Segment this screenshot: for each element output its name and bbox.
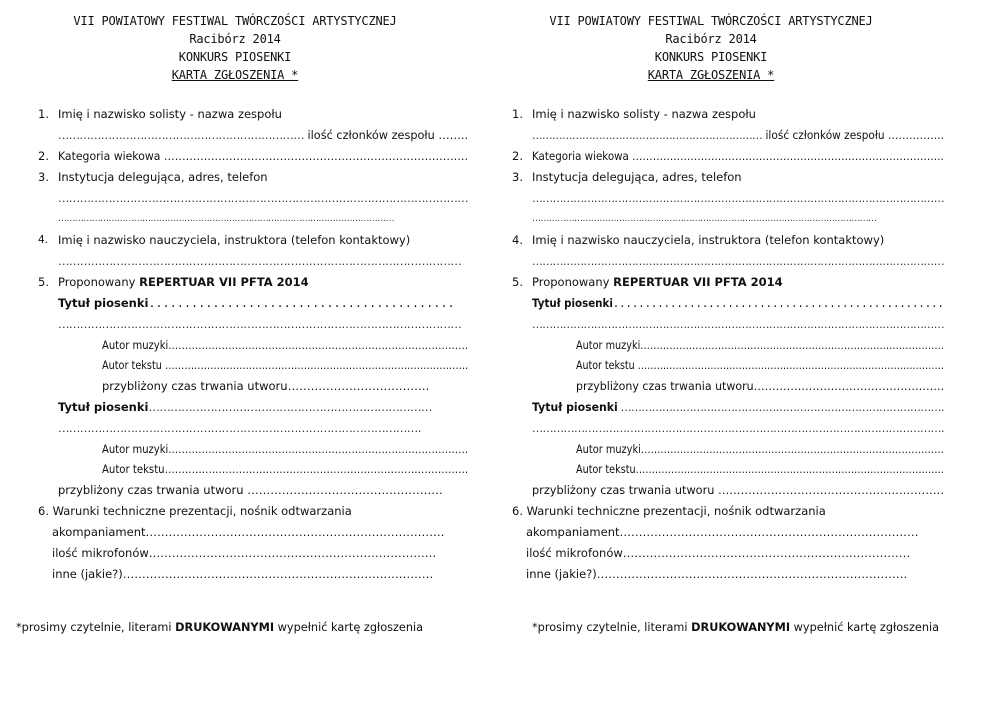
footer-note-bold: DRUKOWANYMI [175, 621, 275, 634]
song-title-2-line[interactable] [58, 399, 432, 415]
form-header [0, 12, 470, 84]
technical-conditions-label: 6. Warunki techniczne prezentacji, nośnik odtwarzania [38, 504, 352, 518]
repertoire-heading [58, 274, 309, 290]
song-title-1-label: Tytuł piosenki [58, 296, 149, 310]
item-number-2: 2. [38, 149, 49, 163]
item-number-4: 4. [38, 234, 49, 246]
song-title-2-dots: …………………………………………………………………………………. [617, 400, 944, 414]
lyrics-author-1-field[interactable]: Autor tekstu ……………………………………………………………………………………. [576, 358, 944, 372]
music-author-2-field[interactable]: Autor muzyki………………………………………………………………………………… [576, 442, 944, 456]
entry-form-left [0, 0, 470, 702]
other-needs-field[interactable]: inne (jakie?)……………………………………………………………………… [526, 567, 908, 581]
song-title-1-line[interactable] [58, 295, 455, 311]
microphones-field[interactable]: ilość mikrofonów………………………………………………………………… [526, 546, 911, 560]
institution-line-1[interactable]: …………………………………………………………………………………………………… [58, 191, 469, 205]
repertoire-prefix: Proponowany [532, 275, 614, 289]
technical-conditions-label: 6. Warunki techniczne prezentacji, nośnik odtwarzania [512, 504, 826, 518]
repertoire-heading [532, 274, 783, 290]
band-members-label: ilość członków zespołu ……………. [762, 128, 945, 142]
song-title-1-line[interactable] [532, 295, 944, 311]
item-number-2: 2. [512, 149, 523, 163]
soloist-name-label: Imię i nazwisko solisty - nazwa zespołu [532, 107, 756, 121]
teacher-name-label: Imię i nazwisko nauczyciela, instruktora (telefon kontaktowy) [532, 233, 885, 247]
soloist-name-line[interactable] [532, 127, 944, 143]
lyrics-author-2-field[interactable]: Autor tekstu……………………………………………………………………………… [102, 462, 469, 476]
festival-location-year: Racibórz 2014 [189, 32, 281, 46]
duration-1-field[interactable]: przybliżony czas trwania utworu………………………………. [102, 379, 430, 393]
institution-line-2[interactable]: ………………………………………………………………………………………………………… [58, 214, 395, 224]
microphones-field[interactable]: ilość mikrofonów………………………………………………………………… [52, 546, 437, 560]
footer-note-bold: DRUKOWANYMI [691, 621, 791, 634]
delegating-institution-label: Instytucja delegująca, adres, telefon [532, 170, 742, 184]
duration-2-field[interactable]: przybliżony czas trwania utworu …………………………………………… [58, 483, 443, 497]
repertoire-title: REPERTUAR VII PFTA 2014 [139, 275, 309, 289]
song-title-2-line-2[interactable]: ………………………………………………………………………………………………………. [532, 421, 944, 435]
footer-note [16, 620, 423, 636]
item-number-5: 5. [38, 275, 49, 289]
contest-name: KONKURS PIOSENKI [178, 50, 292, 64]
music-author-1-field[interactable]: Autor muzyki…………………………………………………………………………………. [576, 338, 944, 352]
repertoire-title: REPERTUAR VII PFTA 2014 [613, 275, 783, 289]
item-number-3: 3. [512, 170, 523, 184]
song-title-1-line-2[interactable]: ………………………………………………………………………………………………………… [532, 317, 945, 331]
institution-line-1[interactable]: ………………………………………………………………………………………………………… [532, 191, 945, 205]
duration-2-field[interactable]: przybliżony czas trwania utworu …………………………………………………… [532, 483, 945, 497]
song-title-2-line-2[interactable]: ………………………………………………………………………………………. [58, 421, 421, 435]
footer-note-suffix: wypełnić kartę zgłoszenia [790, 621, 940, 634]
item-number-4: 4. [512, 233, 523, 247]
institution-line-2[interactable]: …………………………………………………………………………………………………………… [532, 214, 877, 224]
delegating-institution-label: Instytucja delegująca, adres, telefon [58, 170, 268, 184]
item-number-5: 5. [512, 275, 523, 289]
song-title-1-line-2[interactable]: ………………………………………………………………………………………………… [58, 317, 462, 331]
footer-note-suffix: wypełnić kartę zgłoszenia [274, 621, 424, 634]
music-author-2-field[interactable]: Autor muzyki……………………………………………………………………………… [102, 442, 469, 456]
form-header [476, 12, 946, 84]
form-title: KARTA ZGŁOSZENIA * [171, 68, 299, 82]
festival-location-year: Racibórz 2014 [665, 32, 757, 46]
form-title: KARTA ZGŁOSZENIA * [647, 68, 775, 82]
band-members-label: ilość członków zespołu …….. [303, 128, 469, 142]
entry-form-right [476, 0, 946, 702]
repertoire-prefix: Proponowany [58, 275, 140, 289]
footer-note-prefix: *prosimy czytelnie, literami [16, 621, 176, 634]
footer-note [532, 620, 939, 636]
song-title-1-label: Tytuł piosenki [532, 296, 613, 310]
accompaniment-field[interactable]: akompaniament…………………………………………………………………… [52, 525, 445, 539]
soloist-name-dots: …………………………………………………………… [58, 128, 304, 142]
soloist-name-line[interactable] [58, 127, 468, 143]
footer-note-prefix: *prosimy czytelnie, literami [532, 621, 692, 634]
item-number-3: 3. [38, 170, 49, 184]
contest-name: KONKURS PIOSENKI [654, 50, 768, 64]
song-title-2-dots: …………………………………………………………………… [148, 400, 432, 414]
item-number-1: 1. [512, 107, 523, 121]
song-title-2-label: Tytuł piosenki [58, 400, 149, 414]
age-category-field[interactable]: Kategoria wiekowa ………………………………………………………………………………. [532, 149, 944, 163]
teacher-name-line[interactable]: ………………………………………………………………………………………………………… [532, 254, 945, 268]
other-needs-field[interactable]: inne (jakie?)……………………………………………………………………… [52, 567, 434, 581]
lyrics-author-2-field[interactable]: Autor tekstu…………………………………………………………………………………… [576, 462, 944, 476]
soloist-name-dots: …………………………………………………………… [532, 128, 763, 142]
song-title-2-line[interactable] [532, 399, 944, 415]
accompaniment-field[interactable]: akompaniament…………………………………………………………………… [526, 525, 919, 539]
song-title-2-label: Tytuł piosenki [532, 400, 618, 414]
item-number-1: 1. [38, 107, 49, 121]
song-title-1-dots: ........................................... [148, 296, 455, 310]
duration-1-field[interactable]: przybliżony czas trwania utworu……………………………………………. [576, 379, 945, 393]
teacher-name-label: Imię i nazwisko nauczyciela, instruktora (telefon kontaktowy) [58, 233, 411, 247]
festival-title: VII POWIATOWY FESTIWAL TWÓRCZOŚCI ARTYSTYCZNEJ [73, 14, 397, 28]
festival-title: VII POWIATOWY FESTIWAL TWÓRCZOŚCI ARTYSTYCZNEJ [549, 14, 873, 28]
soloist-name-label: Imię i nazwisko solisty - nazwa zespołu [58, 107, 282, 121]
song-title-1-dots: .................................................... [612, 296, 945, 310]
age-category-field[interactable]: Kategoria wiekowa ………………………………………………………………………… [58, 149, 469, 163]
teacher-name-line[interactable]: ………………………………………………………………………………………………… [58, 254, 462, 268]
music-author-1-field[interactable]: Autor muzyki……………………………………………………………………………… [102, 338, 469, 352]
lyrics-author-1-field[interactable]: Autor tekstu …………………………………………………………………………………. [102, 358, 469, 372]
